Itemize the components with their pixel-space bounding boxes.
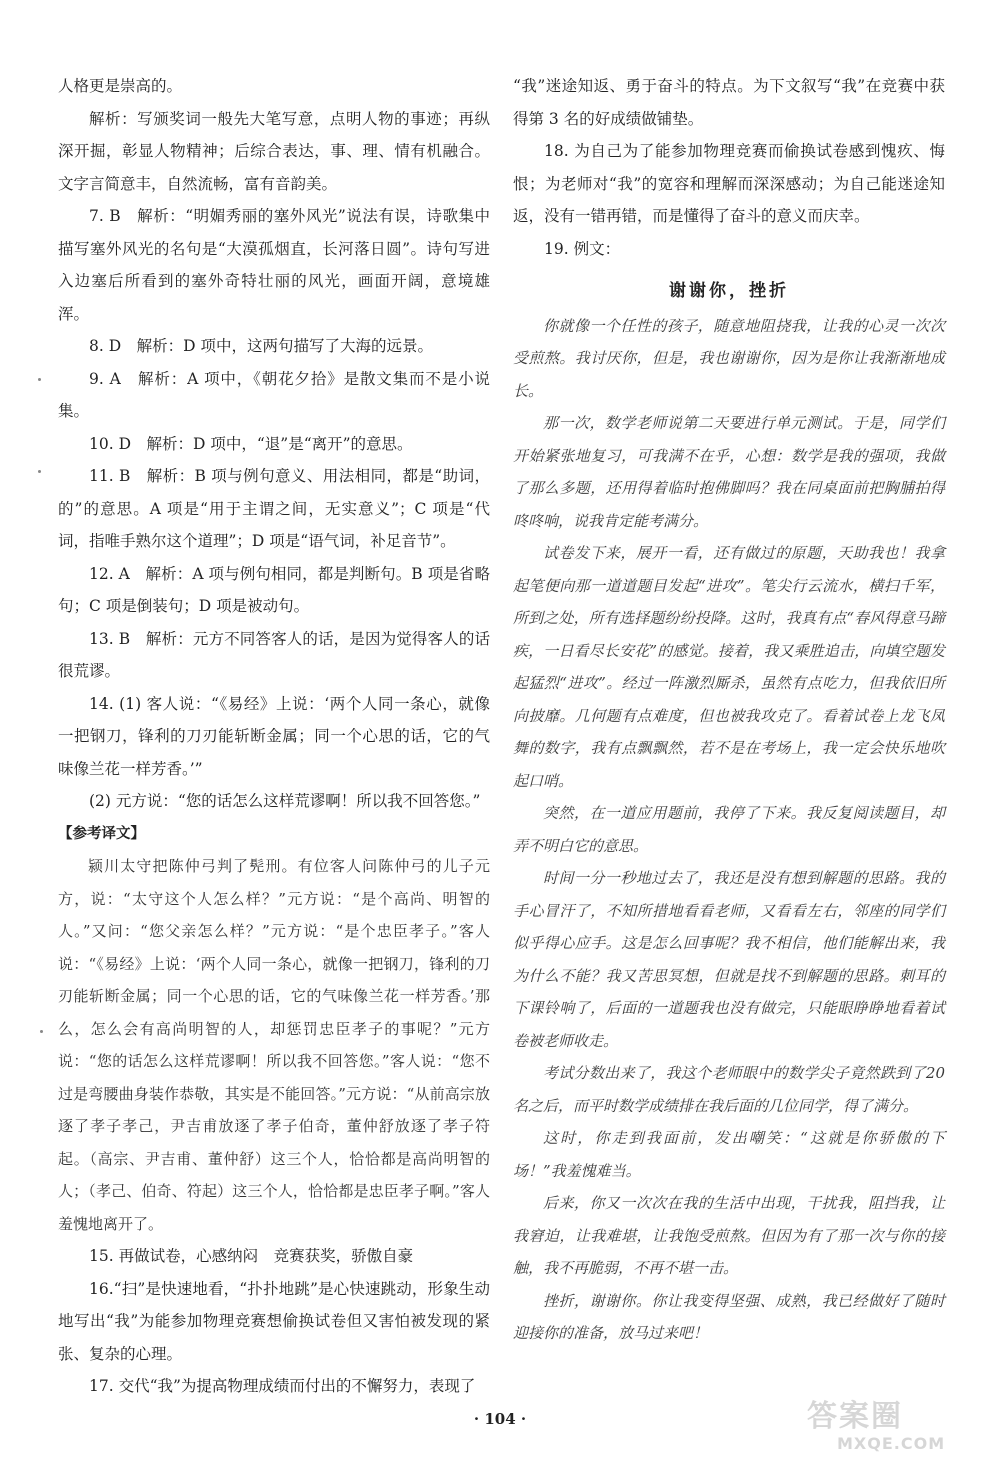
answer-18: 18. 为自己为了能参加物理竞赛而偷换试卷感到愧疚、悔恨；为老师对“我”的宽容和理解而深深感动；为自己能迷途知返，没有一错再错，而是懂得了奋斗的意义而庆幸。 — [513, 142, 945, 225]
answer-17: 17. 交代“我”为提高物理成绩而付出的不懈努力，表现了 — [89, 1377, 476, 1395]
scan-speck — [40, 1030, 43, 1033]
paragraph: “我”迷途知返、勇于奋斗的特点。为下文叙写“我”在竞赛中获得第 3 名的好成绩做铺垫。 — [513, 77, 945, 128]
answer-7: 7. B 解析：“明媚秀丽的塞外风光”说法有误，诗歌集中描写塞外风光的名句是“大漠孤烟直，长河落日圆”。诗句写进入边塞后所看到的塞外奇特壮丽的风光，画面开阔，意境雄浑。 — [58, 207, 490, 323]
answer-12: 12. A 解析：A 项与例句相同，都是判断句。B 项是省略句；C 项是倒装句；D 项是被动句。 — [58, 564, 490, 615]
answer-19-label: 19. 例文： — [544, 239, 621, 258]
essay-paragraph: 时间一分一秒地过去了，我还是没有想到解题的思路。我的手心冒汗了，不知所措地看看老师，又看看左右，邻座的同学们似乎得心应手。这是怎么回事呢？我不相信，他们能解出来，我为什么不能？我又苦思冥想，但就是找不到解题的思路。刺耳的下课铃响了，后面的一道题我也没有做完，只能眼睁睁地看着试卷被老师收走。 — [513, 869, 945, 1050]
watermark-logo — [807, 1400, 982, 1458]
watermark-url: MXQE.COM — [837, 1434, 946, 1453]
answer-9: 9. A 解析：A 项中，《朝花夕拾》是散文集而不是小说集。 — [58, 369, 490, 420]
analysis-paragraph: 解析：写颁奖词一般先大笔写意，点明人物的事迹；再纵深开掘，彰显人物精神；后综合表达，事、理、情有机融合。文字言简意丰，自然流畅，富有音韵美。 — [58, 109, 490, 193]
answer-13: 13. B 解析：元方不同答客人的话，是因为觉得客人的话很荒谬。 — [58, 629, 490, 680]
essay-paragraph: 后来，你又一次次在我的生活中出现，干扰我，阻挡我，让我窘迫，让我难堪，让我饱受煎熬。但因为有了那一次与你的接触，我不再脆弱，不再不堪一击。 — [513, 1194, 945, 1277]
essay-paragraph: 突然，在一道应用题前，我停了下来。我反复阅读题目，却弄不明白它的意思。 — [513, 804, 945, 855]
scan-speck — [38, 470, 41, 473]
page-number: · 104 · — [473, 1410, 527, 1428]
watermark-logo-text: 答案圈 — [807, 1399, 903, 1434]
answer-14-2: (2) 元方说：“您的话怎么这样荒谬啊！所以我不回答您。” — [89, 792, 481, 810]
scan-speck — [38, 378, 41, 381]
essay-paragraph: 那一次，数学老师说第二天要进行单元测试。于是，同学们开始紧张地复习，可我满不在乎，心想：数学是我的强项，我做了那么多题，还用得着临时抱佛脚吗？我在同桌面前把胸脯拍得咚咚响，说我肯定能考满分。 — [513, 414, 945, 530]
answer-15: 15. 再做试卷，心感纳闷 竞赛获奖，骄傲自豪 — [89, 1247, 414, 1265]
answer-8: 8. D 解析：D 项中，这两句描写了大海的远景。 — [89, 337, 433, 355]
essay-paragraph: 试卷发下来，展开一看，还有做过的原题，天助我也！我拿起笔便向那一道道题目发起“进攻”。笔尖行云流水，横扫千军，所到之处，所有选择题纷纷投降。这时，我真有点“春风得意马蹄疾，一日看尽长安花”的感觉。接着，我又乘胜追击，向填空题发起猛烈“进攻”。经过一阵激烈厮杀，虽然有点吃力，但我依旧所向披靡。几何题有点难度，但也被我攻克了。看着试卷上龙飞凤舞的数字，我有点飘飘然，若不是在考场上，我一定会快乐地吹起口哨。 — [513, 544, 945, 790]
essay-paragraph: 考试分数出来了，我这个老师眼中的数学尖子竟然跌到了20名之后，而平时数学成绩排在我后面的几位同学，得了满分。 — [513, 1064, 945, 1115]
reference-translation-heading: 【参考译文】 — [58, 825, 145, 842]
essay-paragraph: 挫折，谢谢你。你让我变得坚强、成熟，我已经做好了随时迎接你的准备，放马过来吧！ — [513, 1291, 945, 1342]
essay-paragraph: 这时，你走到我面前，发出嘲笑：“这就是你骄傲的下场！”我羞愧难当。 — [513, 1129, 945, 1180]
answer-10: 10. D 解析：D 项中，“退”是“离开”的意思。 — [89, 434, 413, 453]
answer-16: 16.“扫”是快速地看，“扑扑地跳”是心快速跳动，形象生动地写出“我”为能参加物理竞赛想偷换试卷但又害怕被发现的紧张、复杂的心理。 — [58, 1279, 490, 1363]
paragraph: 人格更是崇高的。 — [58, 77, 183, 95]
essay-paragraph: 你就像一个任性的孩子，随意地阻挠我，让我的心灵一次次受煎熬。我讨厌你，但是，我也谢谢你，因为是你让我渐渐地成长。 — [513, 316, 945, 400]
left-column — [58, 70, 490, 1403]
answer-14-1: 14. (1) 客人说：“《易经》上说：‘两个人同一条心，就像一把钢刀，锋利的刀刃能斩断金属；同一个心思的话，它的气味像兰花一样芳香。’” — [58, 694, 490, 778]
essay-title: 谢谢你，挫折 — [669, 281, 789, 301]
reference-translation: 颍川太守把陈仲弓判了髡刑。有位客人问陈仲弓的儿子元方，说：“太守这个人怎么样？”元方说：“是个高尚、明智的人。”又问：“您父亲怎么样？”元方说：“是个忠臣孝子。”客人说：“《易经》上说：‘两个人同一条心，就像一把钢刀，锋利的刀刃能斩断金属；同一个心思的话，它的气味像兰花一样芳香。’那么，怎么会有高尚明智的人，却惩罚忠臣孝子的事呢？”元方说：“您的话怎么这样荒谬啊！所以我不回答您。”客人说：“您不过是弯腰曲身装作恭敬，其实是不能回答。”元方说：“从前高宗放逐了孝子孝己，尹吉甫放逐了孝子伯奇，董仲舒放逐了孝子符起。（高宗、尹吉甫、董仲舒）这三个人，恰恰都是高尚明智的人；（孝己、伯奇、符起）这三个人，恰恰都是忠臣孝子啊。”客人羞愧地离开了。 — [58, 857, 490, 1233]
right-column — [513, 70, 945, 1350]
answer-11: 11. B 解析：B 项与例句意义、用法相同，都是“助词，的”的意思。A 项是“用于主谓之间，无实意义”；C 项是“代词，指唯手熟尔这个道理”；D 项是“语气词，补足音节”。 — [58, 467, 490, 550]
